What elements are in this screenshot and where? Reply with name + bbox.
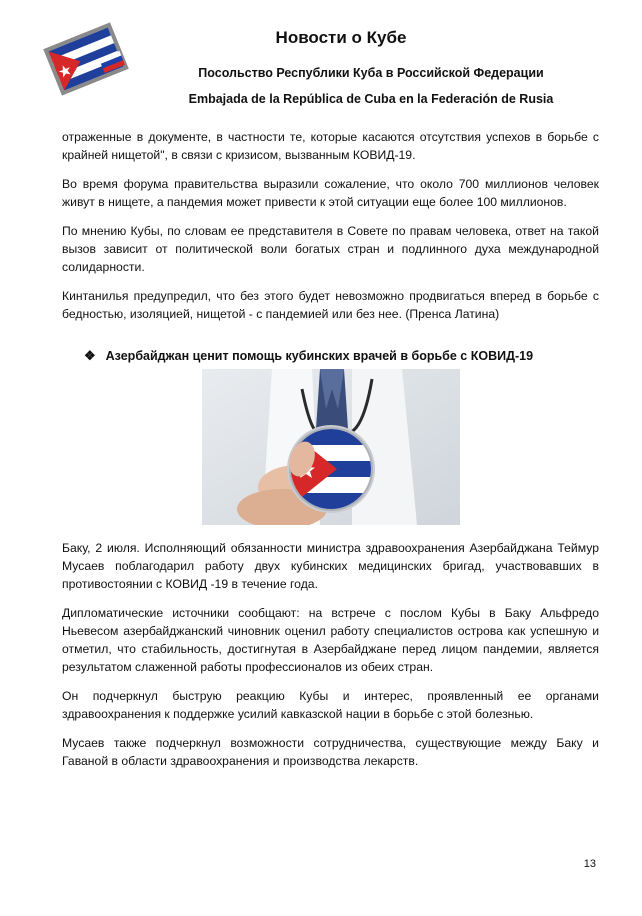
page-number: 13 [583, 858, 596, 870]
embassy-name-es: Embajada de la República de Cuba en la Federación de Rusia [188, 92, 554, 106]
section-heading [84, 347, 599, 365]
paragraph: По мнению Кубы, по словам ее представителя в Совете по правам человека, ответ на такой вызов зависит от политической воли богатых стран и подлинного духа международной солидарности. [62, 224, 599, 274]
paragraph: Дипломатические источники сообщают: на встрече с послом Кубы в Баку Альфредо Ньевесом азербайджанский чиновник оценил работу специалистов острова как успешную и отметил, что стабильность, достигнутая в Азербайджане перед лицом пандемии, является результатом слаженной работы профессионалов из обеих стран. [62, 606, 599, 674]
bullet-icon: ❖ [84, 348, 96, 363]
paragraph: Кинтанилья предупредил, что без этого будет невозможно продвигаться вперед в борьбе с бедностью, изоляцией, нищетой - с пандемией или без нее. (Пренса Латина) [62, 289, 599, 321]
page-title: Новости о Кубе [275, 28, 407, 47]
paragraph: Баку, 2 июля. Исполняющий обязанности министра здравоохранения Азербайджана Теймур Мусаев поблагодарил работу двух кубинских медицинских бригад, участвовавших в противостоянии с КОВИД -19 в течение года. [62, 541, 599, 591]
paragraph: Мусаев также подчеркнул возможности сотрудничества, существующие между Баку и Гаваной в области здравоохранения и производства лекарств. [62, 736, 599, 768]
section-heading-text: Азербайджан ценит помощь кубинских врачей в борьбе с КОВИД-19 [105, 349, 534, 363]
paragraph: Во время форума правительства выразили сожаление, что около 700 миллионов человек живут в нищете, а пандемия может привести к этой ситуации еще более 100 миллионов. [62, 177, 599, 209]
embassy-name-ru: Посольство Республики Куба в Российской Федерации [198, 66, 544, 80]
doctor-stethoscope-cuba-flag-image [202, 369, 460, 525]
article-body [62, 128, 599, 781]
paragraph: Он подчеркнул быструю реакцию Кубы и интерес, проявленный ее органами здравоохранения к поддержке усилий кавказской нации в борьбе с этой болезнью. [62, 689, 599, 721]
paragraph: отраженные в документе, в частности те, которые касаются отсутствия успехов в борьбе с крайней нищетой", в связи с кризисом, вызванным КОВИД-19. [62, 130, 599, 162]
